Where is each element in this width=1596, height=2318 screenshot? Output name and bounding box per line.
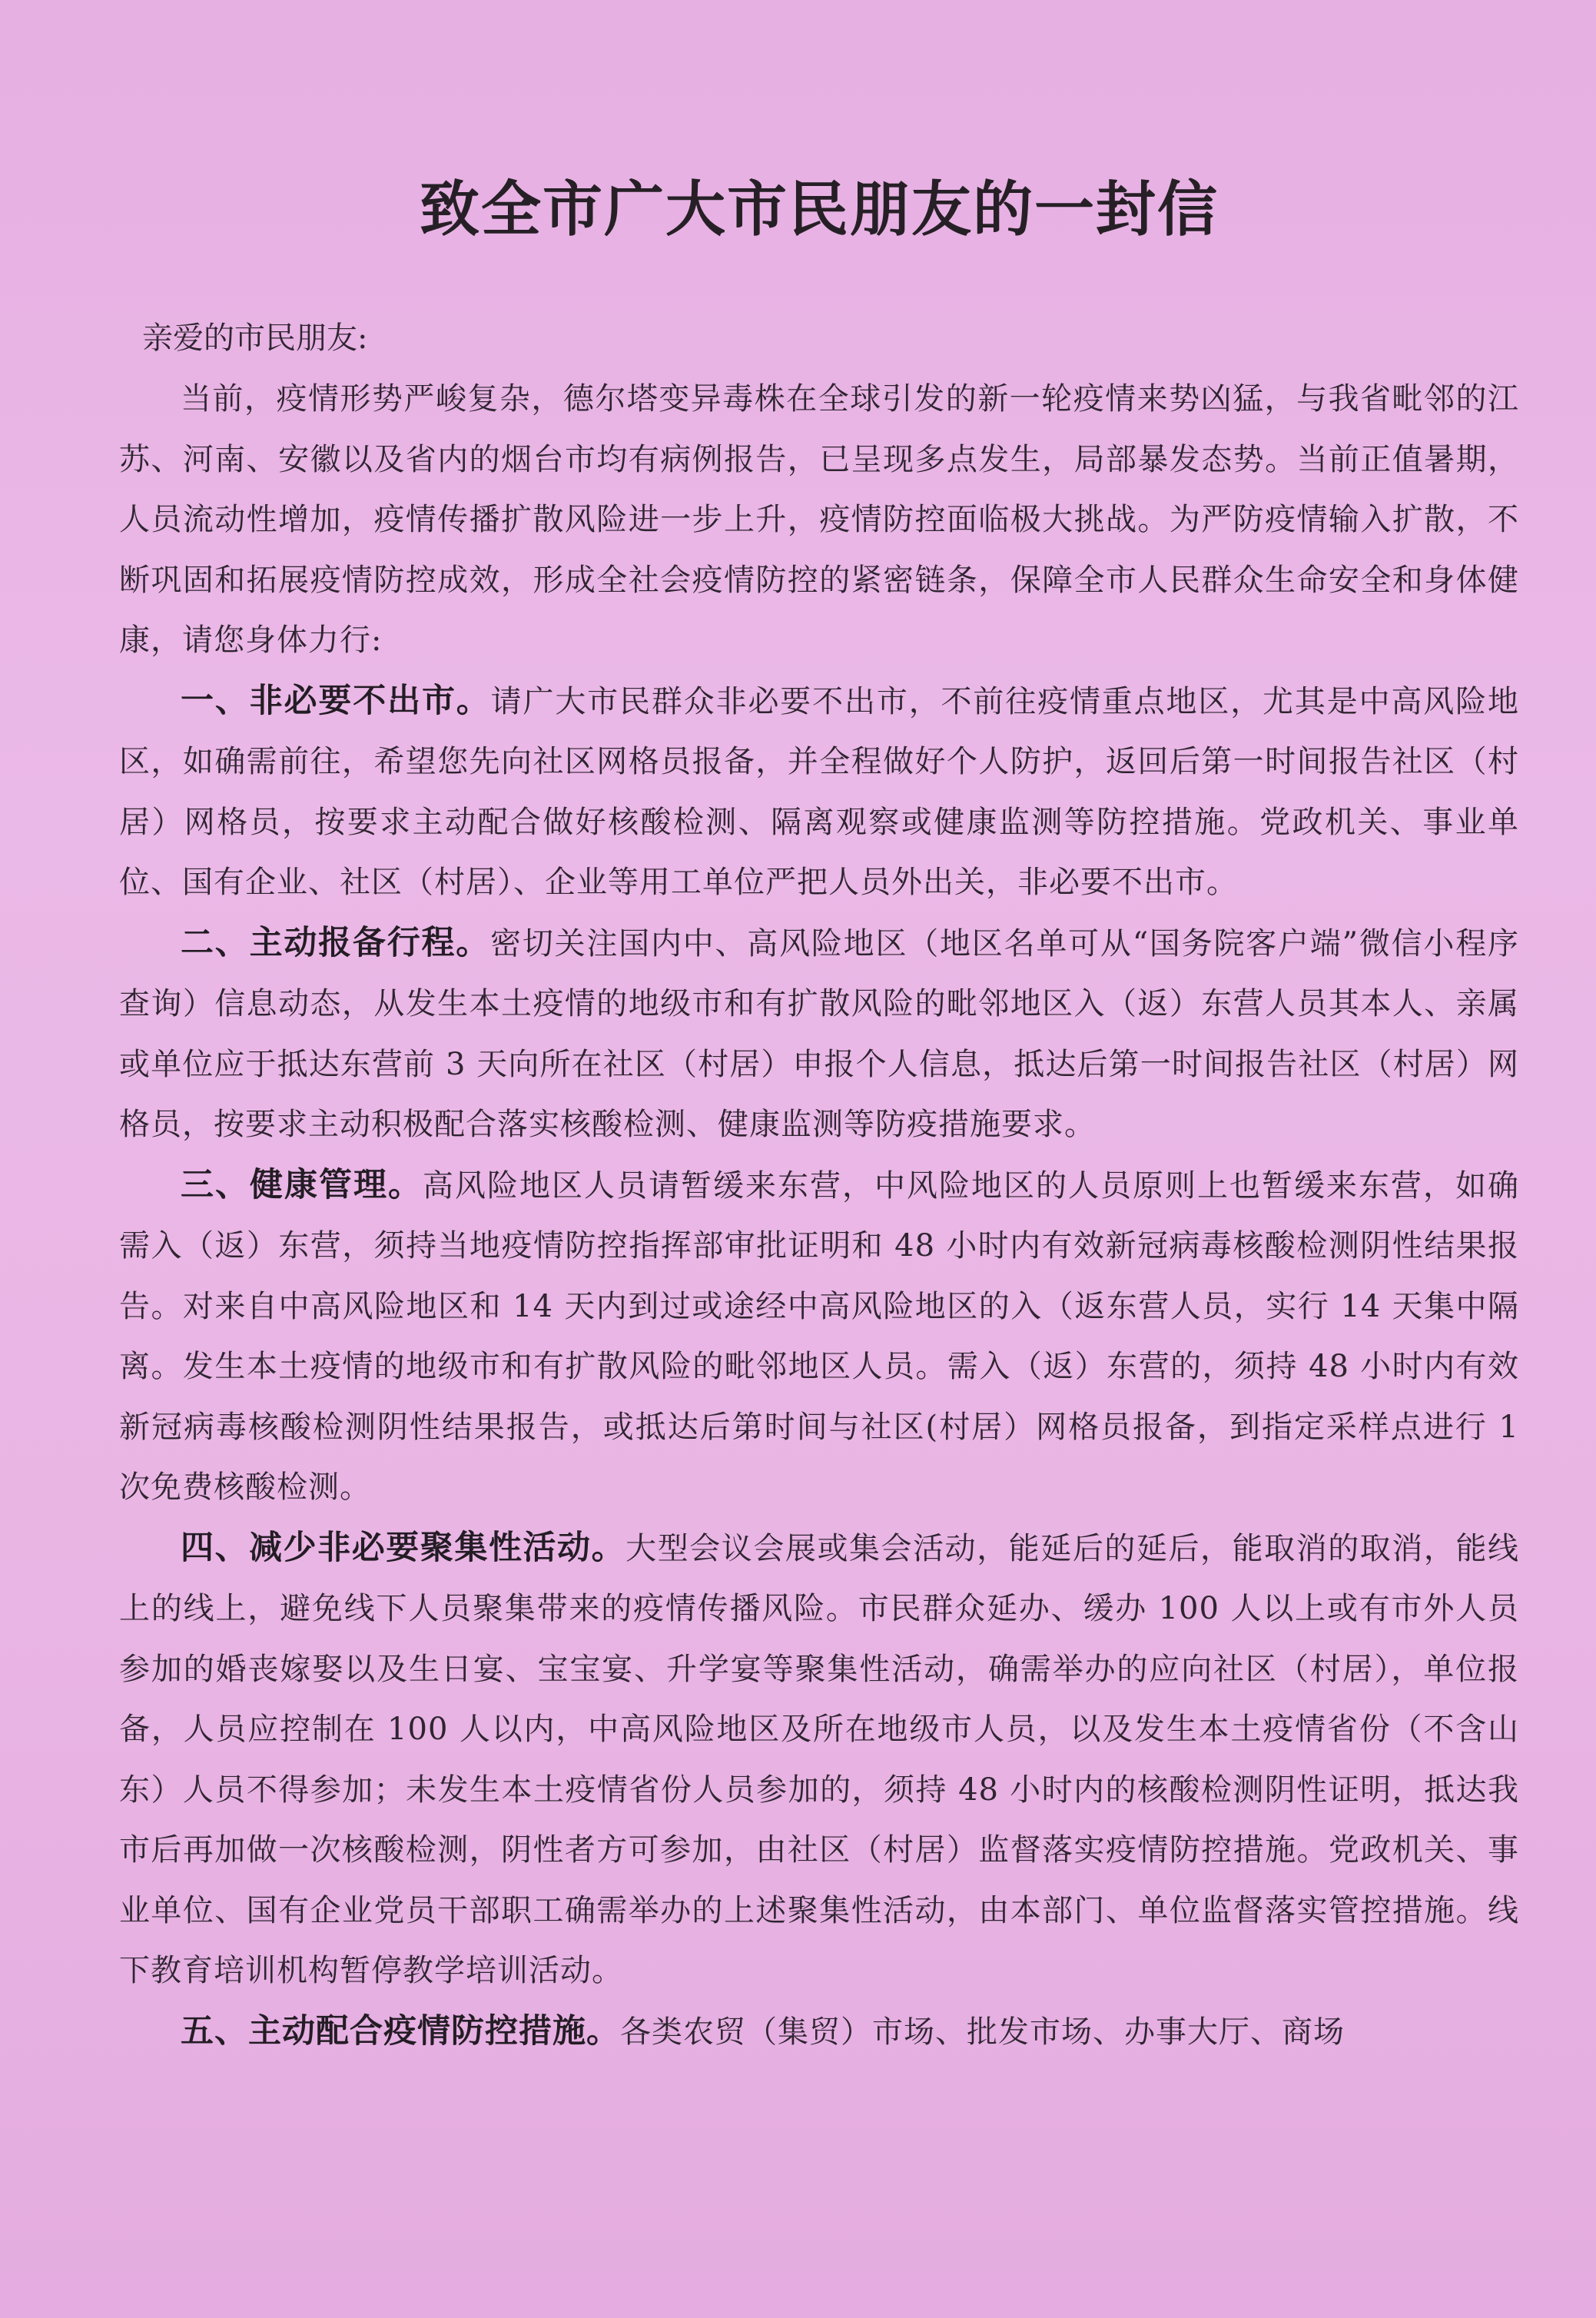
letter-salutation: 亲爱的市民朋友: xyxy=(142,320,368,356)
section-1 xyxy=(119,671,1519,913)
section-2-heading: 二、主动报备行程。 xyxy=(181,923,491,962)
section-2 xyxy=(119,913,1519,1155)
section-3 xyxy=(119,1155,1519,1518)
section-2-body: 密切关注国内中、高风险地区（地区名单可从“国务院客户端”微信小程序查询）信息动态，从发生本土疫情的地级市和有扩散风险的毗邻地区入（返）东营人员其本人、亲属或单位应于抵达东营前 3 天向所在社区（村居）申报个人信息，抵达后第一时间报告社区（村居）网格员，按要求主动积极配合落实核酸检测、健康监测等防疫措施要求。 xyxy=(119,925,1519,1142)
letter-title: 致全市广大市民朋友的一封信 xyxy=(419,174,1219,244)
section-4 xyxy=(119,1518,1519,2001)
intro-paragraph: 当前，疫情形势严峻复杂，德尔塔变异毒株在全球引发的新一轮疫情来势凶猛，与我省毗邻的江苏、河南、安徽以及省内的烟台市均有病例报告，已呈现多点发生，局部暴发态势。当前正值暑期，人员流动性增加，疫情传播扩散风险进一步上升，疫情防控面临极大挑战。为严防疫情输入扩散，不断巩固和拓展疫情防控成效，形成全社会疫情防控的紧密链条，保障全市人民群众生命安全和身体健康，请您身体力行: xyxy=(119,381,1519,658)
section-1-heading: 一、非必要不出市。 xyxy=(181,681,491,720)
section-5-body: 各类农贸（集贸）市场、批发市场、办事大厅、商场 xyxy=(620,2014,1345,2050)
section-1-body: 请广大市民群众非必要不出市，不前往疫情重点地区，尤其是中高风险地区，如确需前往，希望您先向社区网格员报备，并全程做好个人防护，返回后第一时间报告社区（村居）网格员，按要求主动配合做好核酸检测、隔离观察或健康监测等防控措施。党政机关、事业单位、国有企业、社区（村居）、企业等用工单位严把人员外出关，非必要不出市。 xyxy=(119,683,1520,900)
section-3-body: 高风险地区人员请暂缓来东营，中风险地区的人员原则上也暂缓来东营，如确需入（返）东营，须持当地疫情防控指挥部审批证明和 48 小时内有效新冠病毒核酸检测阴性结果报告。对来自中高风险地区和 14 天内到过或途经中高风险地区的入（返东营人员，实行 14 天集中隔离。发生本土疫情的地级市和有扩散风险的毗邻地区人员。需入（返）东营的，须持 48 小时内有效新冠病毒核酸检测阴性结果报告，或抵达后第时间与社区(村居）网格员报备，到指定采样点进行 1 次免费核酸检测。 xyxy=(119,1167,1519,1505)
section-5 xyxy=(119,2001,1519,2063)
section-5-heading: 五、主动配合疫情防控措施。 xyxy=(181,2011,620,2051)
section-4-heading: 四、减少非必要聚集性活动。 xyxy=(181,1528,626,1567)
section-4-body: 大型会议会展或集会活动，能延后的延后，能取消的取消，能线上的线上，避免线下人员聚集带来的疫情传播风险。市民群众延办、缓办 100 人以上或有市外人员参加的婚丧嫁娶以及生日宴、宝宝宴、升学宴等聚集性活动，确需举办的应向社区（村居），单位报备，人员应控制在 100 人以内，中高风险地区及所在地级市人员，以及发生本土疫情省份（不含山东）人员不得参加；未发生本土疫情省份人员参加的，须持 48 小时内的核酸检测阴性证明，抵达我市后再加做一次核酸检测，阴性者方可参加，由社区（村居）监督落实疫情防控措施。党政机关、事业单位、国有企业党员干部职工确需举办的上述聚集性活动，由本部门、单位监督落实管控措施。线下教育培训机构暂停教学培训活动。 xyxy=(119,1530,1520,1988)
section-3-heading: 三、健康管理。 xyxy=(181,1165,423,1204)
